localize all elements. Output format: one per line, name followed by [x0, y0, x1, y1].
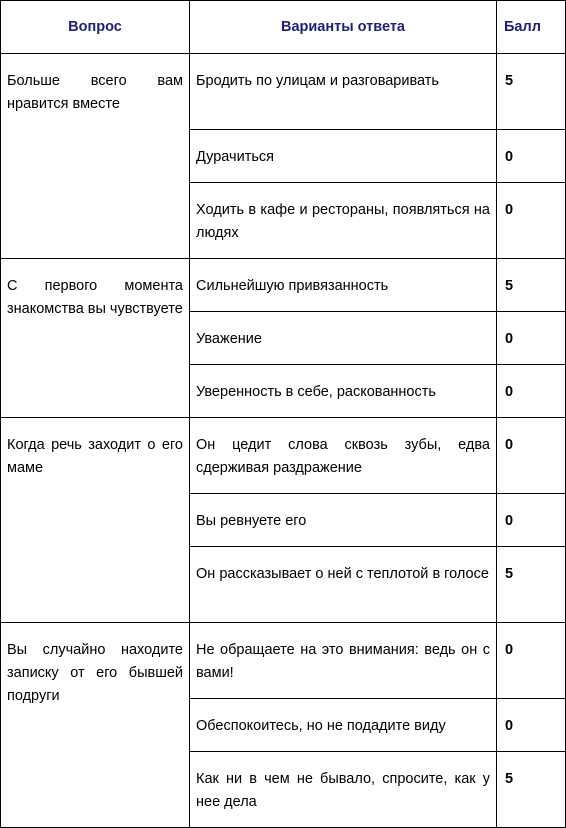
score-cell: 0 [497, 699, 566, 752]
answer-cell: Дурачиться [190, 130, 497, 183]
answer-cell: Уважение [190, 312, 497, 365]
score-cell: 0 [497, 623, 566, 699]
score-cell: 0 [497, 494, 566, 547]
answer-cell: Сильнейшую привязанность [190, 259, 497, 312]
score-cell: 0 [497, 365, 566, 418]
score-cell: 5 [497, 259, 566, 312]
header-row [1, 1, 566, 54]
answer-cell: Уверенность в себе, раскованность [190, 365, 497, 418]
score-cell: 5 [497, 547, 566, 623]
score-cell: 0 [497, 130, 566, 183]
question-cell: Вы случайно находите записку от его бывшей подруги [1, 623, 190, 828]
score-cell: 0 [497, 183, 566, 259]
table-row [1, 623, 566, 699]
answer-cell: Как ни в чем не бывало, спросите, как у нее дела [190, 752, 497, 828]
answer-cell: Бродить по улицам и разговаривать [190, 54, 497, 130]
answer-cell: Он цедит слова сквозь зубы, едва сдерживая раздражение [190, 418, 497, 494]
question-cell: С первого момента знакомства вы чувствуете [1, 259, 190, 418]
table-row [1, 54, 566, 130]
score-cell: 0 [497, 418, 566, 494]
question-cell: Когда речь заходит о его маме [1, 418, 190, 623]
table-row [1, 259, 566, 312]
answer-cell: Не обращаете на это внимания: ведь он с вами! [190, 623, 497, 699]
answer-cell: Обеспокоитесь, но не подадите виду [190, 699, 497, 752]
header-score: Балл [497, 1, 566, 54]
score-cell: 0 [497, 312, 566, 365]
answer-cell: Он рассказывает о ней с теплотой в голосе [190, 547, 497, 623]
header-answers: Варианты ответа [190, 1, 497, 54]
answer-cell: Вы ревнуете его [190, 494, 497, 547]
answer-cell: Ходить в кафе и рестораны, появляться на людях [190, 183, 497, 259]
question-cell: Больше всего вам нравится вместе [1, 54, 190, 259]
table-row [1, 418, 566, 494]
header-question: Вопрос [1, 1, 190, 54]
score-cell: 5 [497, 54, 566, 130]
score-cell: 5 [497, 752, 566, 828]
